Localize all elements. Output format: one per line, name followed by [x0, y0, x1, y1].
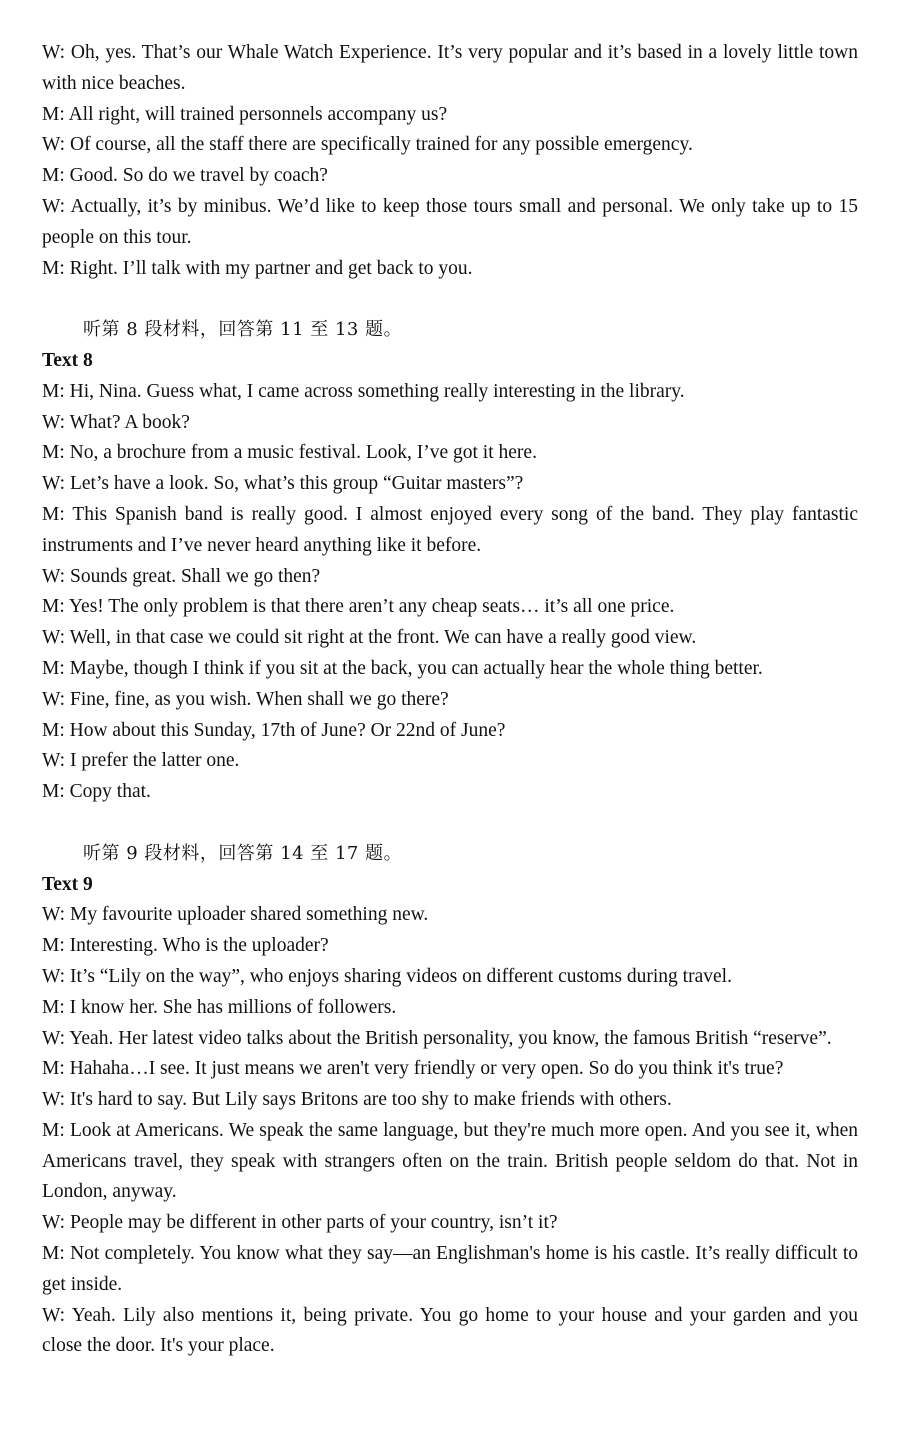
dialogue-line: [42, 962, 858, 993]
dialogue-line: [42, 1116, 858, 1208]
speaker-label: W:: [42, 134, 66, 156]
speaker-label: M:: [42, 103, 65, 125]
dialogue-text: People may be different in other parts of your country, isn’t it?: [69, 1212, 558, 1234]
dialogue-text: No, a brochure from a music festival. Look, I’ve got it here.: [69, 442, 537, 464]
dialogue-line: [42, 746, 858, 777]
dialogue-line: [42, 562, 858, 593]
dialogue-text: Fine, fine, as you wish. When shall we go there?: [69, 688, 449, 710]
dialogue-text: Hi, Nina. Guess what, I came across something really interesting in the library.: [69, 380, 685, 402]
speaker-label: W:: [42, 195, 66, 217]
dialogue-text: Yes! The only problem is that there aren’t any cheap seats… it’s all one price.: [68, 596, 675, 618]
speaker-label: M:: [42, 781, 65, 803]
dialogue-line: [42, 993, 858, 1024]
dialogue-line: [42, 1024, 858, 1055]
speaker-label: W:: [42, 473, 66, 495]
section-instruction: 听第 9 段材料，回答第 14 至 17 题。: [83, 842, 403, 864]
speaker-label: M:: [42, 165, 65, 187]
dialogue-line: [42, 777, 858, 808]
dialogue-line: [42, 469, 858, 500]
dialogue-text: I prefer the latter one.: [69, 750, 240, 772]
speaker-label: W:: [42, 750, 66, 772]
dialogue-text: Of course, all the staff there are specifically trained for any possible emergency.: [69, 134, 693, 156]
speaker-label: M:: [42, 596, 65, 618]
speaker-label: W:: [42, 42, 66, 63]
dialogue-line: [42, 1239, 858, 1301]
dialogue-text: I know her. She has millions of followers.: [69, 996, 397, 1018]
dialogue-text: Maybe, though I think if you sit at the back, you can actually hear the whole thing better.: [69, 657, 763, 679]
dialogue-line: [42, 161, 858, 192]
speaker-label: M:: [42, 996, 65, 1018]
dialogue-text: Copy that.: [69, 781, 151, 803]
dialogue-text: Yeah. Her latest video talks about the British personality, you know, the famous British “reserve”.: [69, 1027, 832, 1049]
dialogue-line: [42, 685, 858, 716]
dialogue-line: [42, 254, 858, 285]
dialogue-line: [42, 1085, 858, 1116]
speaker-label: W:: [42, 1304, 66, 1326]
dialogue-line: [42, 716, 858, 747]
dialogue-line: [42, 130, 858, 161]
dialogue-line: [42, 500, 858, 562]
dialogue-line: [42, 1301, 858, 1363]
dialogue-text: Hahaha…I see. It just means we aren't very friendly or very open. So do you think it's true?: [69, 1058, 784, 1080]
dialogue-text: Right. I’ll talk with my partner and get back to you.: [69, 257, 473, 279]
section-instruction: 听第 8 段材料，回答第 11 至 13 题。: [83, 319, 403, 341]
dialogue-text: Interesting. Who is the uploader?: [69, 935, 329, 957]
speaker-label: W:: [42, 627, 66, 649]
speaker-label: M:: [42, 719, 65, 741]
speaker-label: W:: [42, 688, 66, 710]
dialogue-line: [42, 592, 858, 623]
speaker-label: M:: [42, 657, 65, 679]
dialogue-text: Actually, it’s by minibus. We’d like to keep those tours small and personal. We only take up to 15 people on this tour.: [42, 195, 858, 248]
speaker-label: M:: [42, 1058, 65, 1080]
dialogue-text: What? A book?: [69, 411, 190, 433]
section-gap: [42, 808, 858, 839]
dialogue-line: [42, 900, 858, 931]
dialogue-text: Let’s have a look. So, what’s this group “Guitar masters”?: [69, 473, 524, 495]
dialogue-line: [42, 377, 858, 408]
dialogue-text: Sounds great. Shall we go then?: [69, 565, 321, 587]
dialogue-text: Well, in that case we could sit right at the front. We can have a really good view.: [69, 627, 697, 649]
section-heading: Text 9: [42, 873, 93, 895]
speaker-label: M:: [42, 1119, 65, 1141]
dialogue-text: Oh, yes. That’s our Whale Watch Experience. It’s very popular and it’s based in a lovely little town with nice beaches.: [42, 42, 858, 94]
speaker-label: W:: [42, 1089, 66, 1111]
dialogue-line: [42, 408, 858, 439]
speaker-label: M:: [42, 257, 65, 279]
speaker-label: M:: [42, 380, 65, 402]
dialogue-text: All right, will trained personnels accompany us?: [68, 103, 448, 125]
dialogue-text: How about this Sunday, 17th of June? Or 22nd of June?: [69, 719, 506, 741]
speaker-label: W:: [42, 1027, 66, 1049]
dialogue-line: [42, 192, 858, 254]
text7-continuation: [42, 38, 858, 284]
speaker-label: W:: [42, 904, 66, 926]
speaker-label: W:: [42, 565, 66, 587]
speaker-label: W:: [42, 411, 66, 433]
dialogue-text: My favourite uploader shared something new.: [69, 904, 429, 926]
text8-section: [42, 315, 858, 808]
speaker-label: M:: [42, 1243, 65, 1265]
dialogue-line: [42, 438, 858, 469]
dialogue-text: It's hard to say. But Lily says Britons are too shy to make friends with others.: [69, 1089, 672, 1111]
dialogue-line: [42, 1208, 858, 1239]
dialogue-line: [42, 931, 858, 962]
speaker-label: W:: [42, 1212, 66, 1234]
dialogue-text: It’s “Lily on the way”, who enjoys sharing videos on different customs during travel.: [69, 965, 732, 987]
speaker-label: W:: [42, 965, 66, 987]
dialogue-line: [42, 100, 858, 131]
section-heading: Text 8: [42, 349, 93, 371]
dialogue-text: This Spanish band is really good. I almost enjoyed every song of the band. They play fantastic instruments and I’ve never heard anything like it before.: [42, 503, 858, 556]
speaker-label: M:: [42, 935, 65, 957]
text9-section: [42, 839, 858, 1363]
speaker-label: M:: [42, 503, 65, 525]
dialogue-line: [42, 654, 858, 685]
dialogue-line: [42, 38, 858, 100]
dialogue-line: [42, 1054, 858, 1085]
dialogue-line: [42, 623, 858, 654]
dialogue-text: Good. So do we travel by coach?: [69, 165, 328, 187]
section-gap: [42, 284, 858, 315]
dialogue-text: Look at Americans. We speak the same language, but they're much more open. And you see it, when Americans travel, they speak with strangers often on the train. British people seldom do that. Not in London, anyway.: [42, 1119, 859, 1203]
dialogue-text: Yeah. Lily also mentions it, being private. You go home to your house and your garden and you close the door. It's your place.: [42, 1304, 858, 1357]
speaker-label: M:: [42, 442, 65, 464]
dialogue-text: Not completely. You know what they say—an Englishman's home is his castle. It’s really difficult to get inside.: [42, 1243, 859, 1295]
